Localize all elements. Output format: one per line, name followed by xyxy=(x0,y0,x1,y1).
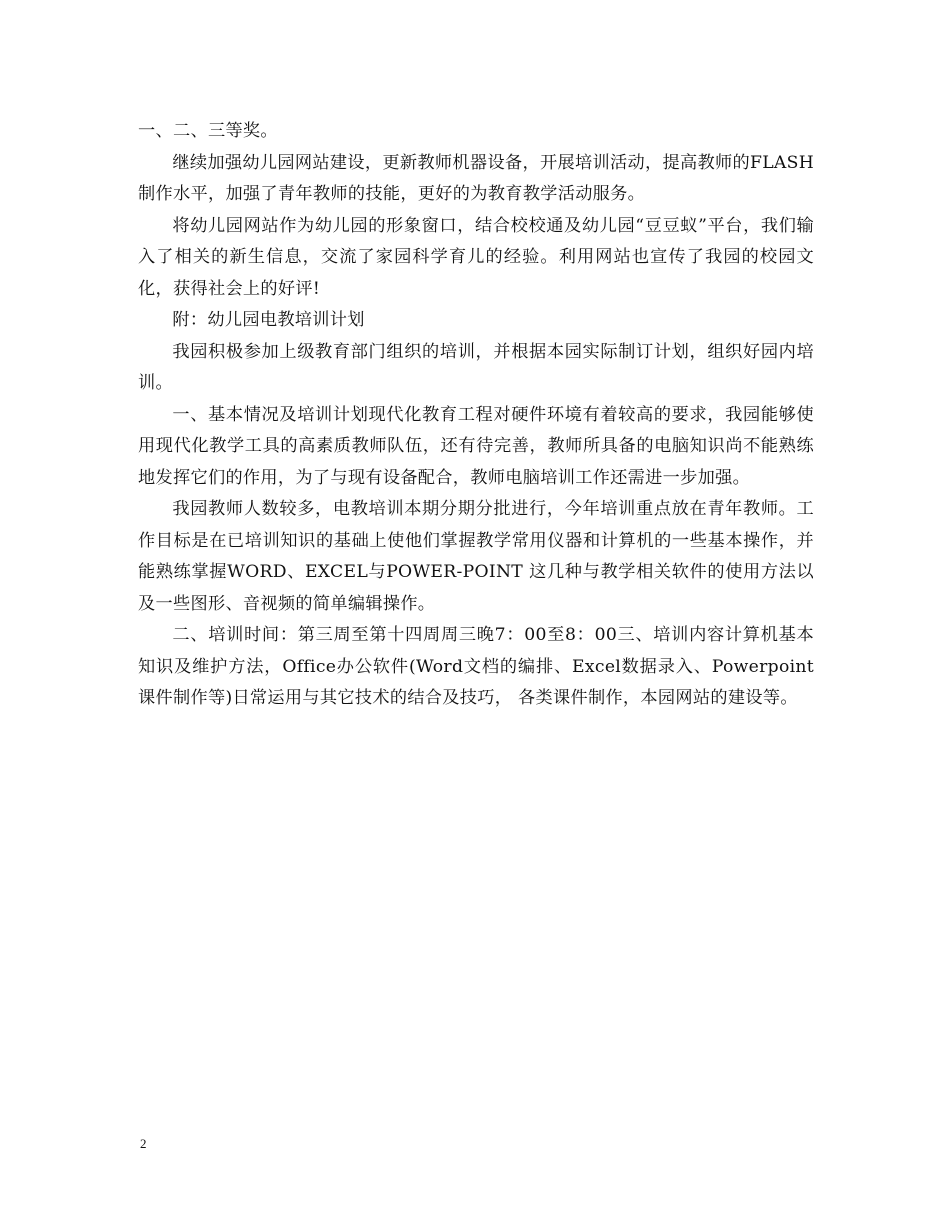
paragraph-website-building: 继续加强幼儿园网站建设，更新教师机器设备，开展培训活动，提高教师的FLASH制作水平，加强了青年教师的技能，更好的为教育教学活动服务。 xyxy=(138,152,814,204)
paragraph-appendix-title: 附：幼儿园电教培训计划 xyxy=(172,310,365,330)
page-number: 2 xyxy=(140,1136,147,1151)
paragraph-basic-situation: 一、基本情况及培训计划现代化教育工程对硬件环境有着较高的要求，我园能够使用现代化教学工具的高素质教师队伍，还有待完善，教师所具备的电脑知识尚不能熟练地发挥它们的作用，为了与现有设备配合，教师电脑培训工作还需进一步加强。 xyxy=(138,404,814,488)
paragraph-teacher-goals: 我园教师人数较多，电教培训本期分期分批进行，今年培训重点放在青年教师。工作目标是在已培训知识的基础上使他们掌握教学常用仪器和计算机的一些基本操作，并能熟练掌握WORD、EXCEL与POWER-POINT 这几种与教学相关软件的使用方法以及一些图形、音视频的简单编辑操作。 xyxy=(138,499,814,614)
paragraph-awards: 一、二、三等奖。 xyxy=(138,121,278,141)
paragraph-website-window: 将幼儿园网站作为幼儿园的形象窗口，结合校校通及幼儿园“豆豆蚁”平台，我们输入了相关的新生信息，交流了家园科学育儿的经验。利用网站也宣传了我园的校园文化，获得社会上的好评! xyxy=(138,215,814,299)
paragraph-training-intro: 我园积极参加上级教育部门组织的培训，并根据本园实际制订计划，组织好园内培训。 xyxy=(138,341,814,393)
document-body xyxy=(138,116,814,715)
paragraph-training-time-content: 二、培训时间：第三周至第十四周周三晚7：00至8：00三、培训内容计算机基本知识及维护方法，Office办公软件(Word文档的编排、Excel数据录入、Powerpoint课件制作等)日常运用与其它技术的结合及技巧， 各类课件制作，本园网站的建设等。 xyxy=(138,625,814,708)
